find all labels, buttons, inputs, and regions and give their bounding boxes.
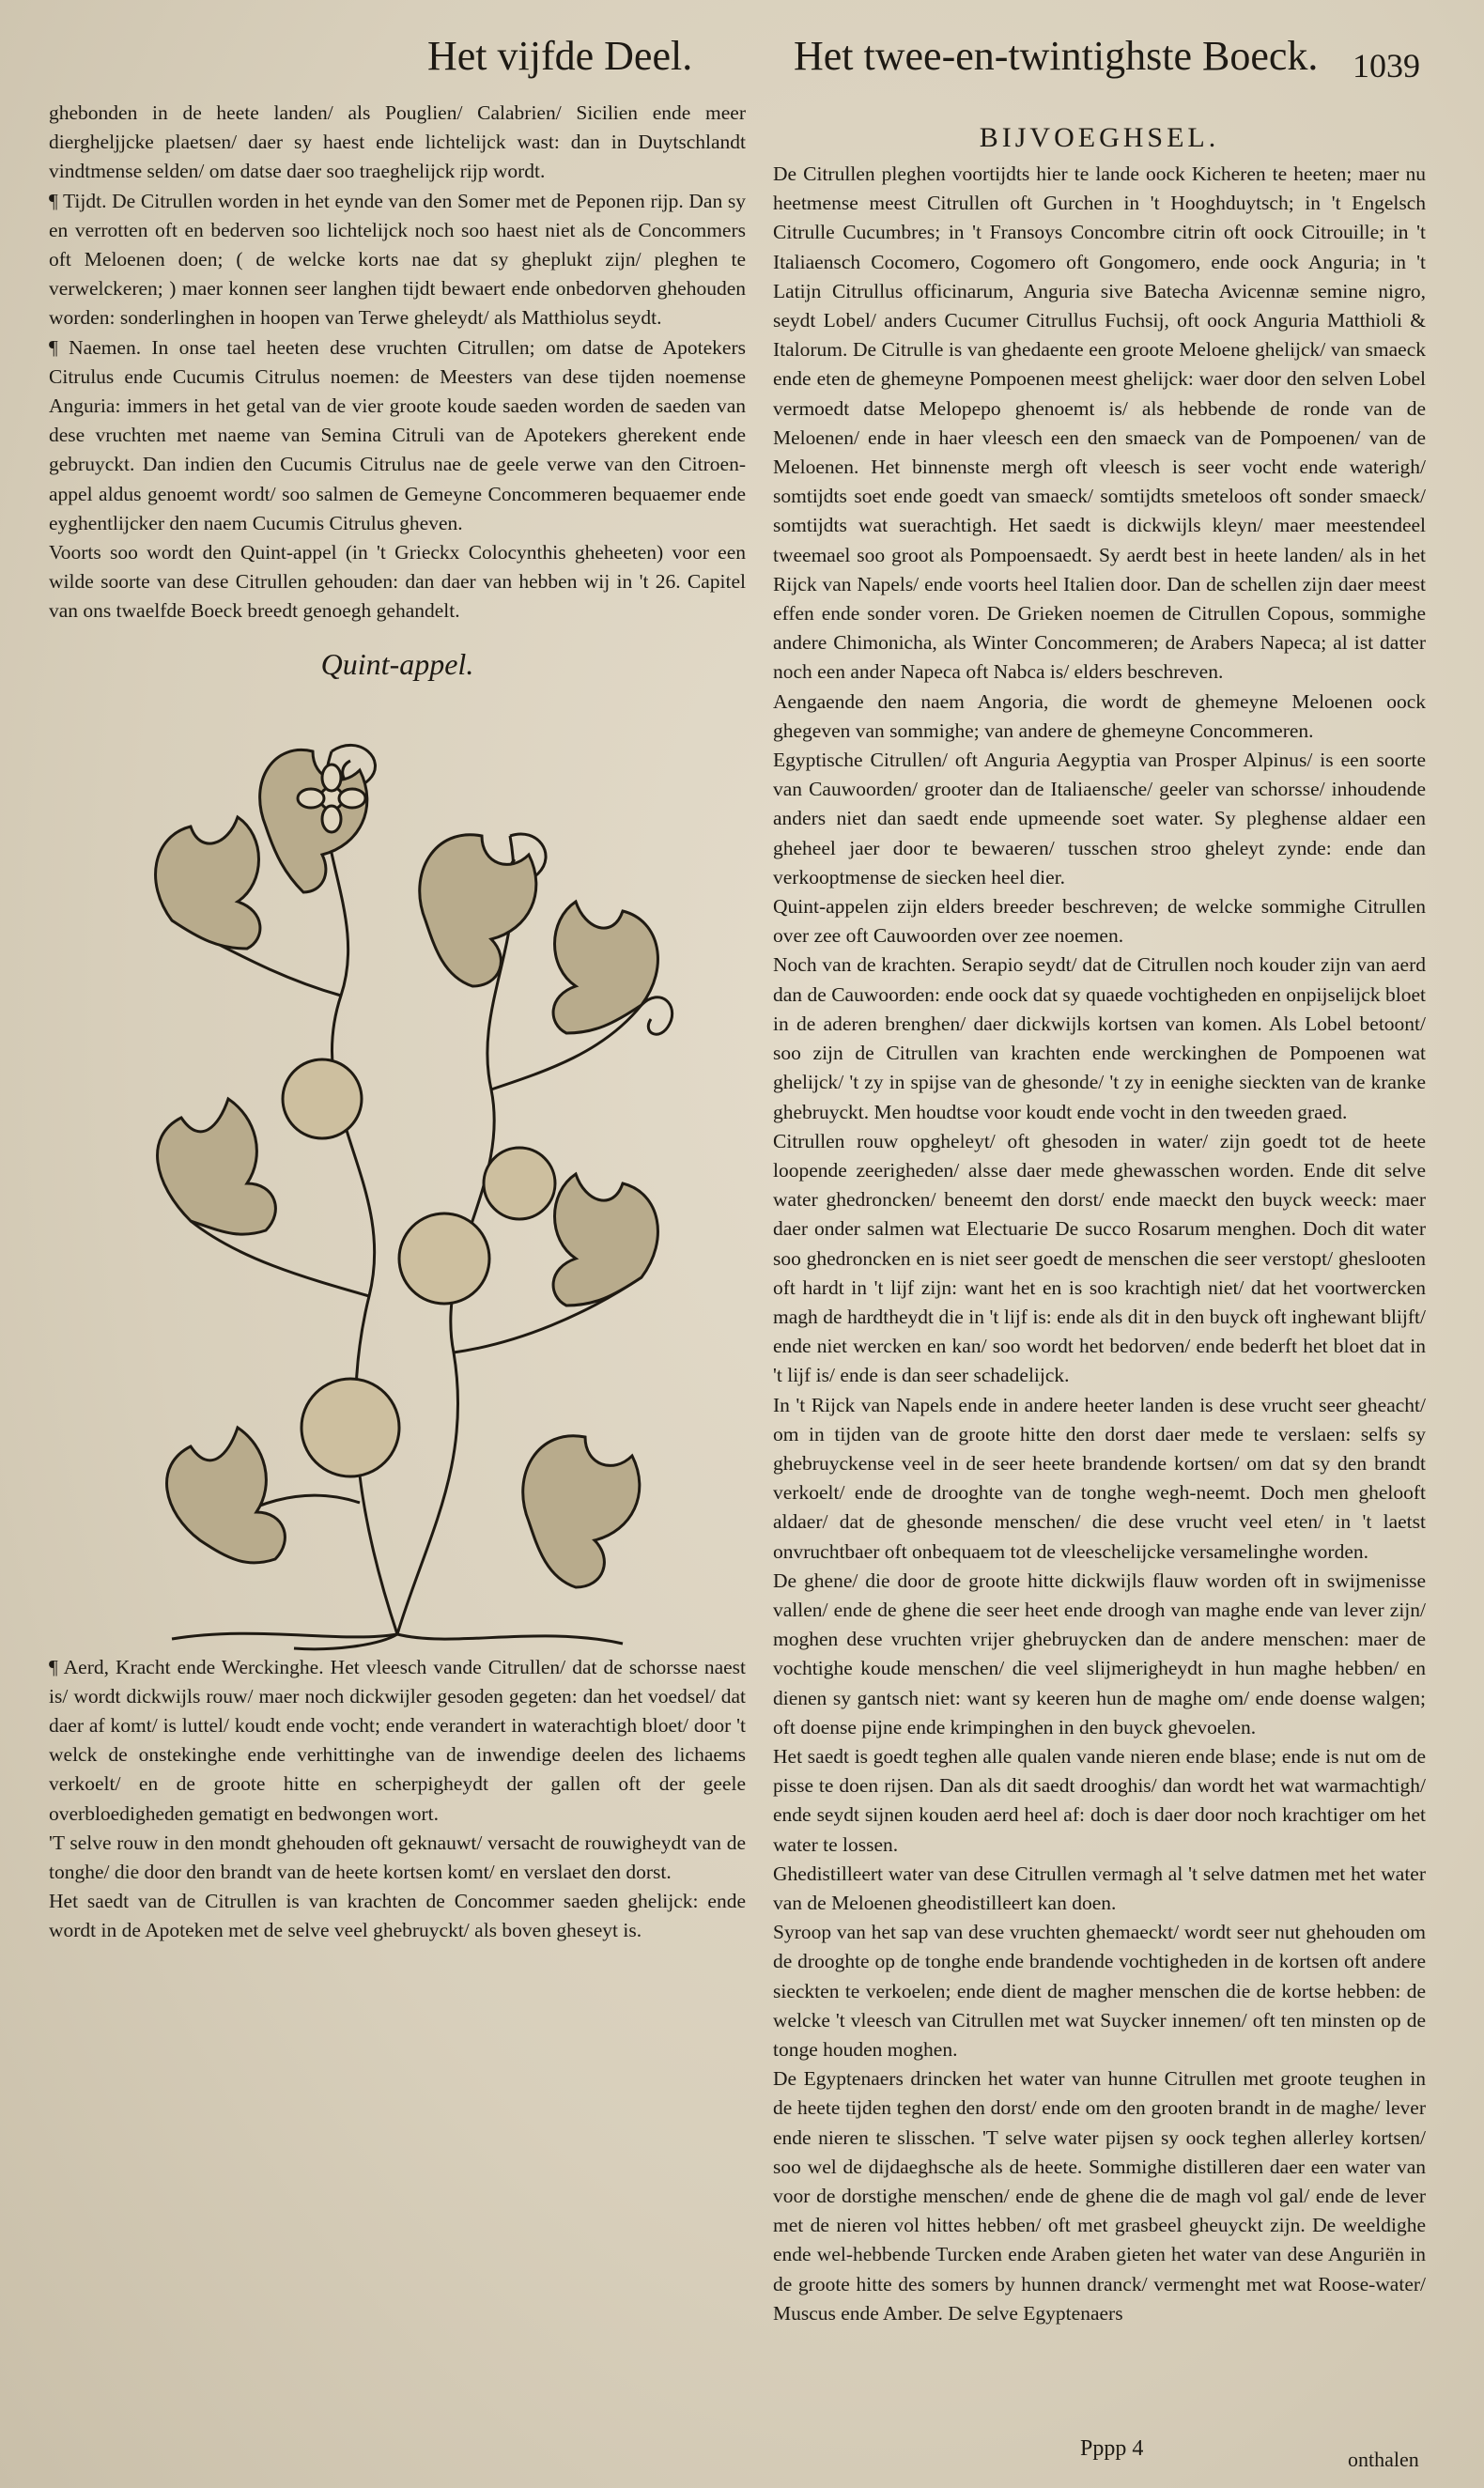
catchword: onthalen bbox=[1348, 2448, 1419, 2471]
right-paragraph-9: Het saedt is goedt teghen alle qualen vande nieren ende blase; ende is nut om de pisse te doen rijsen. Dan als dit saedt drooghis/ dan wordt het wat warmachtigh/ ende seydt sijnen kouden aerd heel af: doch is daer door noch krachtiger om het water te lossen. bbox=[773, 1744, 1426, 1856]
right-paragraph-10: Ghedistilleert water van dese Citrullen vermagh al 't selve datmen met het water van de Meloenen gheodistilleert kan doen. bbox=[773, 1862, 1426, 1914]
colocynth-woodcut-illustration bbox=[116, 695, 679, 1653]
left-paragraph-5: ¶ Aerd, Kracht ende Werckinghe. Het vleesch vande Citrullen/ dat de schorsse naest is/ wordt dickwijls rouw/ maer noch dickwijler gesoden gegeten: dan het voedsel/ dat daer af komt/ is luttel/ koudt ende vocht; ende verandert in waterachtigh bloet/ door 't welck de onstekinghe ende verhittinghe van de inwendige deelen des lichaems verkoelt/ en de groote hitte en scherpigheydt der gallen oft der geele overbloedigheden gematigt en bedwongen wort. bbox=[49, 1655, 746, 1825]
right-paragraph-8: De ghene/ die door de groote hitte dickwijls flauw worden oft in swijmenisse vallen/ ende de ghene die seer heet ende droogh van maghe ende van lever zijn/ moghen dese vruchten vrijer ghebruycken dan de andere menschen: maer de vochtighe koude menschen/ die veel slijmerigheydt in hun maghe hebben/ en dienen sy gantsch niet: want sy keeren hun de maghe om/ ende doense walgen; oft doense pijne ende krimpinghen in den buyck ghevoelen. bbox=[773, 1569, 1426, 1739]
right-paragraph-11: Syroop van het sap van dese vruchten ghemaeckt/ wordt seer nut ghehouden om de drooghte op de tonghe ende brandende vochtigheden in de kortsen oft andere sieckten te verkoelen; ende dient de magher menschen die de kortse hebben: de welcke 't vleesch van Citrullen met wat Suycker innemen/ oft ten minsten op de tonge houden moghen. bbox=[773, 1921, 1426, 2061]
left-paragraph-1: ghebonden in de heete landen/ als Pouglien/ Calabrien/ Sicilien ende meer diergheljjcke plaetsen/ daer sy haest ende lichtelijck wast: dan in Duytschlandt vindtmense selden/ om datse daer soo traeghelijck rijp wordt. bbox=[49, 101, 746, 183]
right-paragraph-1: De Citrullen pleghen voortijdts hier te lande oock Kicheren te heeten; maer nu heetmense meest Citrullen oft Gurchen in 't Hooghduytsch; in 't Engelsch Citrulle Cucumbres; in 't Fransoys Concombre citrin oft oock Citrouille; in 't Italiaensch Cocomero, Cogomero oft Gongomero, ende oock Anguria; in 't Latijn Citrullus officinarum, Anguria sive Batecha Avicennæ semine nigro, seydt Lobel/ anders Cucumer Citrullus Fuchsij, oft oock Anguria Matthioli & Italorum. De Citrulle is van ghedaente een groote Meloene ghelijck/ van smaeck ende eten de ghemeyne Pompoenen meest ghelijck: waer door den selven Lobel vermoedt datse Melopepo ghenoemt is/ als hebbende de ronde van de Meloenen/ ende in haer vleesch een den smaeck van de Pompoenen/ van de Meloenen. Het binnenste mergh oft vleesch is seer vocht ende waterigh/ somtijdts soet ende goedt van smaeck/ somtijdts smeteloos oft sonder smaeck/ somtijdts wat suerachtigh. Het saedt is dickwijls kleyn/ maer meestendeel tweemael soo groot als Pompoensaedt. Sy aerdt best in heete landen/ als in het Rijck van Napels/ ende voorts heel Italien door. Dan de schellen zijn daer meest effen ende sonder voren. De Grieken noemen de Citrullen Copous, sommighe andere Chimonicha, als Winter Concommeren; de Arabers Napeca; al ist datter noch een ander Napeca oft Nabca is/ elders beschreven. bbox=[773, 162, 1426, 684]
running-head-right: Het twee-en-twintighste Boeck. bbox=[794, 33, 1319, 79]
right-paragraph-12: De Egyptenaers drincken het water van hunne Citrullen met groote teughen in de heete tijden teghen den dorst/ ende om den grooten brandt in de maghe/ lever ende nieren te slisschen. 'T selve water pijsen sy oock teghen allerley kortsen/ soo wel de dijdaeghsche als de heete. Sommighe distilleren daer een water van voor de dorstighe menschen/ ende de ghene die de magh vol gal/ ende de lever met de nieren vol hittes hebben/ oft met grasbeel gheuyckt zijn. De weeldighe ende wel-hebbende Turcken ende Araben gieten het water van dese Anguriën in de groote hitte des somers by hunnen dranck/ vermenght met wat Roose-water/ Muscus ende Amber. De selve Egyptenaers bbox=[773, 2067, 1426, 2325]
left-paragraph-4: Voorts soo wordt den Quint-appel (in 't Grieckx Colocynthis gheheeten) voor een wilde soorte van dese Citrullen gehouden: dan daer van hebben wij in 't 26. Capitel van ons twaelfde Boeck breedt genoegh gehandelt. bbox=[49, 541, 746, 623]
right-column bbox=[773, 122, 1426, 2328]
right-paragraph-6: Citrullen rouw opgheleyt/ oft ghesoden in water/ zijn goedt tot de heete loopende zeerigheden/ alsse daer mede ghewasschen worden. Ende dit selve water ghedroncken/ beneemt den dorst/ ende maeckt den buyck weeck: maer daer onder salmen wat Electuarie De succo Rosarum menghen. Doch dit water soo ghedroncken en is niet seer goedt de menschen die seer verstopt/ gheslooten oft hardt in 't lijf zijn: want het en is soo krachtigh niet/ dat het voortwercken magh de hardtheydt die in 't lijf is: ende als dit in den buyck oft inghewant blijft/ ende niet wercken en kan/ soo wordt het bedorven/ ende bederft het bloet dat in 't lijf is/ ende is dan seer schadelijck. bbox=[773, 1129, 1426, 1387]
running-head-left: Het vijfde Deel. bbox=[427, 33, 693, 79]
right-paragraph-7: In 't Rijck van Napels ende in andere heeter landen is dese vrucht seer gheacht/ om in tijden van de groote hitte den dorst daer mede te verslaen: selfs sy ghebruyckense veel in de seer heete brandende kortsen/ om dat sy den brandt verkoelt/ ende de drooghte van de tonghe wegh-neemt. Doch men ghelooft aldaer/ dat de ghesonde menschen/ die dese vrucht veel eten/ in 't laetst onvruchtbaer oft onbequaem tot de vleeschelijcke versamelinghe worden. bbox=[773, 1393, 1426, 1563]
left-paragraph-7: Het saedt van de Citrullen is van krachten de Concommer saeden ghelijck: ende wordt in de Apoteken met de selve veel ghebruyckt/ als boven gheseyt is. bbox=[49, 1890, 746, 1942]
left-paragraph-3: ¶ Naemen. In onse tael heeten dese vruchten Citrullen; om datse de Apotekers Citrulus ende Cucumis Citrulus noemen: de Meesters van dese tijden noemense Anguria: immers in het getal van de vier groote koude saeden worden de saeden van dese vruchten met naeme van Semina Citruli van de Apotekers gherekent ende gebruyckt. Dan indien den Cucumis Citrulus nae de geele verwe van den Citroen-appel aldus genoemt wordt/ soo salmen de Gemeyne Concommeren bequaemer ende eyghentlijcker den naem Cucumis Citrulus gheven. bbox=[49, 335, 746, 534]
right-paragraph-3: Egyptische Citrullen/ oft Anguria Aegyptia van Prosper Alpinus/ is een soorte van Cauwoorden/ grooter dan de Italiaensche/ geeler van schorsse/ inhoudende anders niet dan saedt ende upmeende soet water. Sy pleghense aldaer een gheheel jaer door te bewaeren/ tusschen stroo gheleyt zynde: ende dan verkooptmense de siecken heel dier. bbox=[773, 749, 1426, 889]
printer-signature-mark: Pppp 4 bbox=[1080, 2436, 1144, 2461]
right-paragraph-2: Aengaende den naem Angoria, die wordt de ghemeyne Meloenen oock ghegeven van sommighe; van andere de ghemeyne Concommeren. bbox=[773, 689, 1426, 742]
section-title: BIJVOEGHSEL. bbox=[979, 122, 1220, 153]
right-paragraph-4: Quint-appelen zijn elders breeder beschreven; de welcke sommighe Citrullen over zee oft Cauwoorden over zee noemen. bbox=[773, 895, 1426, 948]
left-paragraph-6: 'T selve rouw in den mondt ghehouden oft geknauwt/ versacht de rouwigheydt van de tonghe/ die door den brandt van de heete kortsen komt/ en verslaet den dorst. bbox=[49, 1831, 746, 1884]
left-column bbox=[49, 99, 746, 1946]
right-paragraph-5: Noch van de krachten. Serapio seydt/ dat de Citrullen noch kouder zijn van aerd dan de Cauwoorden: ende oock dat sy quaede vochtigheden en onpijselijck bloet in de aderen brenghen/ daer dickwijls kortsen van komen. Als Lobel betoont/ soo zijn de Citrullen van krachten ende werckinghen de Pompoenen wat ghelijck/ 't zy in spijse van de ghesonde/ 't zy in eenighe sieckten van de kranke ghebruyckt. Men houdtse voor koudt ende vocht in den tweeden graed. bbox=[773, 953, 1426, 1123]
left-paragraph-2: ¶ Tijdt. De Citrullen worden in het eynde van den Somer met de Peponen rijp. Dan sy en verrotten oft en bederven soo lichtelijck noch soo haest niet als de Concommers oft Meloenen doen; ( de welcke korts nae dat sy gheplukt zijn/ pleghen te verwelckeren; ) maer konnen seer langhen tijdt bewaert ende onbedorven ghehouden worden: sonderlinghen in hoopen van Terwe gheleydt/ als Matthiolus seydt. bbox=[49, 189, 746, 330]
page-number: 1039 bbox=[1353, 47, 1420, 85]
figure-caption: Quint-appel. bbox=[320, 646, 474, 681]
